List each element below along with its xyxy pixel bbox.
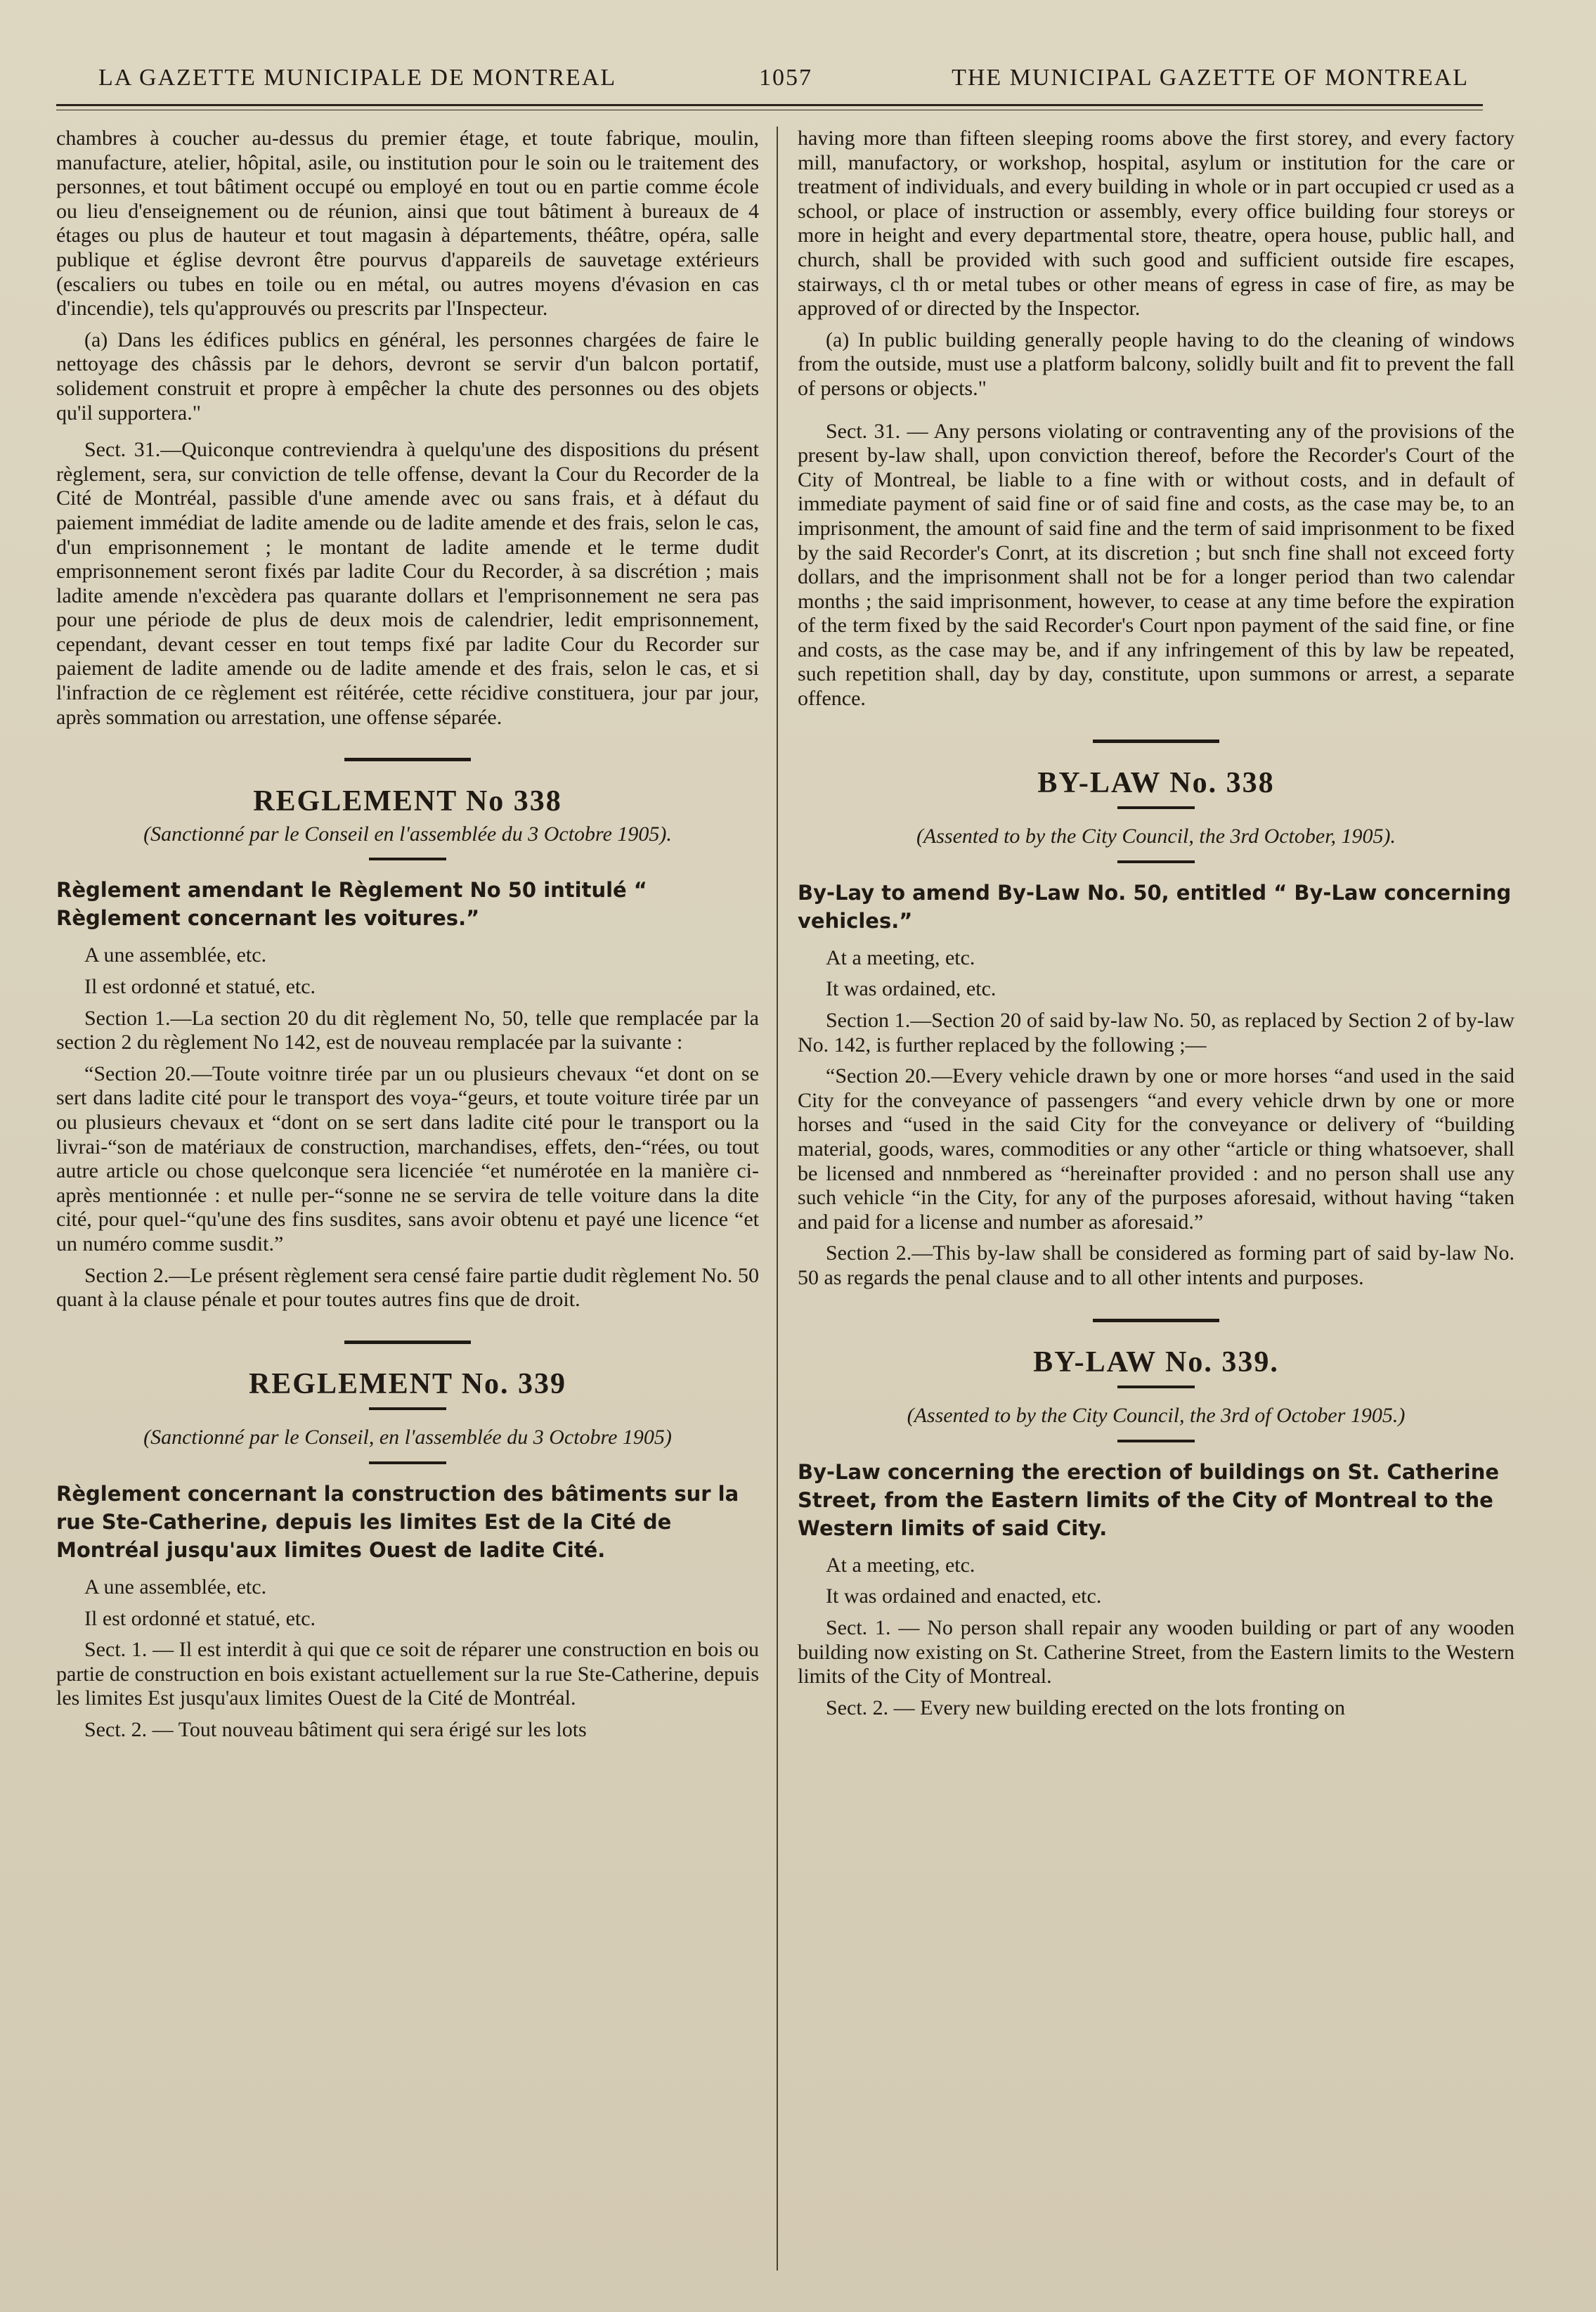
column-divider — [777, 127, 778, 2271]
section-separator — [344, 1341, 471, 1344]
bylaw-339-ordained: It was ordained and enacted, etc. — [826, 1584, 1102, 1608]
bylaw-338-section-2: Section 2.—This by-law shall be considered as forming part of said by-law No. 50 as regards the penal clause and to all other intents and purposes. — [798, 1241, 1514, 1289]
title-rule — [369, 1407, 446, 1410]
bylaw-339-heading: By-Law concerning the erection of buildings on St. Catherine Street, from the Eastern limits of the City of Montreal to the Western limits of said City. — [798, 1459, 1500, 1540]
reglement-338-section-20: “Section 20.—Toute voitnre tirée par un ou plusieurs chevaux “et dont on se sert dans ladite cité pour le transport des voya-“geurs, et toute voiture tirée par un ou plusieurs chevaux et “dont on se sert dans ladite cité pour le transport ou la livrai-“son de matériaux de construction, marchandises, effets, den-“rées, ou tout autre article ou chose quelconque sera licenciée “et numérotée en la manière ci-après mentionnée : et nulle per-“sonne ne se servira de telle voiture dans la dite cité, pour quel-“qu'une des fins susdites, sans avoir obtenu et payé une licence “et un numéro comme susdit.” — [56, 1061, 759, 1255]
header-french-title: LA GAZETTE MUNICIPALE DE MONTREAL — [98, 65, 617, 91]
section-separator — [344, 758, 471, 761]
reglement-338-heading: Règlement amendant le Règlement No 50 intitulé “ Règlement concernant les voitures.” — [56, 878, 647, 931]
french-intro-paragraph-a: (a) Dans les édifices publics en général, les personnes chargées de faire le nettoyage des châssis par le dehors, devront se servir d'un balcon portatif, solidement construit et propre à empêcher la chute des personnes ou des objets qu'il supportera." — [56, 328, 759, 425]
bylaw-338-meeting: At a meeting, etc. — [826, 945, 975, 969]
reglement-339-meeting: A une assemblée, etc. — [84, 1575, 267, 1599]
section-separator — [1093, 740, 1219, 743]
title-rule — [1117, 860, 1195, 863]
bylaw-338-ordained: It was ordained, etc. — [826, 977, 997, 1001]
title-rule — [1117, 806, 1195, 809]
title-rule — [369, 858, 446, 860]
reglement-338-meeting: A une assemblée, etc. — [84, 943, 267, 967]
reglement-339-heading: Règlement concernant la construction des bâtiments sur la rue Ste-Catherine, depuis les limites Est de la Cité de Montréal jusqu'aux limites Ouest de ladite Cité. — [56, 1481, 739, 1562]
title-rule — [369, 1461, 446, 1464]
bylaw-339-section-2: Sect. 2. — Every new building erected on the lots fronting on — [826, 1696, 1345, 1719]
reglement-338-ordained: Il est ordonné et statué, etc. — [84, 975, 316, 999]
french-column — [56, 127, 759, 1750]
french-section-31: Sect. 31.—Quiconque contreviendra à quelqu'une des dispositions du présent règlement, sera, sur conviction de telle offense, devant la Cour du Recorder de la Cité de Montréal, passible d'une amende avec ou sans frais, et à défaut du paiement immédiat de ladite amende ou de ladite amende et des frais, selon le cas, d'un emprisonnement ; le montant de ladite amende et le terme dudit emprisonnement seront fixés par ladite Cour du Recorder, à sa discrétion ; mais ladite amende n'excèdera pas quarante dollars et l'emprisonnement ne sera pas pour une période de plus de deux mois de calendrier, ledit emprisonnement, cependant, devant cesser en tout temps fixé par ladite Cour du Recorder sur paiement de ladite amende ou de ladite amende et des frais, selon le cas, et si l'infraction de ce règlement est réitérée, cette récidive constituera, jour par jour, après sommation ou arrestation, une offense séparée. — [56, 438, 759, 729]
reglement-339-title: REGLEMENT No. 339 — [248, 1367, 567, 1400]
title-rule — [1117, 1440, 1195, 1442]
reglement-338-title: REGLEMENT No 338 — [253, 785, 562, 818]
french-intro-paragraph: chambres à coucher au-dessus du premier étage, et toute fabrique, moulin, manufacture, atelier, hôpital, asile, ou institution pour le soin ou le traitement des personnes, et tout bâtiment occupé ou employé en tout ou en partie comme école ou lieu d'enseignement ou de réunion, ainsi que tout bâtiment à bureaux de 4 étages ou plus de hauteur et tout magasin à départements, théâtre, opéra, salle publique et église devront être pourvus d'appareils de sauvetage extérieurs (escaliers ou tubes en toile ou en métal, ou autres moyens d'évasion en cas d'incendie), tels qu'approuvés ou prescrits par l'Inspecteur. — [56, 127, 759, 321]
bylaw-339-assent: (Assented to by the City Council, the 3rd of October 1905.) — [907, 1404, 1406, 1428]
english-intro-paragraph-a: (a) In public building generally people having to do the cleaning of windows from the outside, must use a platform balcony, solidly built and fit to prevent the fall of persons or objects." — [798, 328, 1514, 400]
bylaw-338-title: BY-LAW No. 338 — [1037, 766, 1275, 799]
reglement-339-section-2: Sect. 2. — Tout nouveau bâtiment qui sera érigé sur les lots — [84, 1717, 587, 1741]
bylaw-338-assent: (Assented to by the City Council, the 3rd October, 1905). — [916, 825, 1396, 848]
bylaw-338-heading: By-Lay to amend By-Law No. 50, entitled “ By-Law concerning vehicles.” — [798, 880, 1512, 933]
page-number: 1057 — [759, 65, 812, 91]
reglement-339-ordained: Il est ordonné et statué, etc. — [84, 1606, 316, 1630]
bylaw-338-section-20: “Section 20.—Every vehicle drawn by one or more horses “and used in the said City for the conveyance of passengers “and every vehicle drwn by one or more horses and “used in the said City for the conveyance or delivery of “building material, goods, wares, commodities or any other “article or thing whatsoever, shall be licensed and nnmbered as “hereinafter provided : and no person shall use any such vehicle “in the City, for any of the purposes aforesaid, without having “taken and paid for a license and number as aforesaid.” — [798, 1064, 1514, 1234]
page-header — [56, 65, 1483, 107]
bylaw-339-meeting: At a meeting, etc. — [826, 1553, 975, 1577]
bylaw-339-section-1: Sect. 1. — No person shall repair any wooden building or part of any wooden building now existing on St. Catherine Street, from the Eastern limits to the Western limits of the City of Montreal. — [798, 1615, 1514, 1688]
english-intro-paragraph: having more than fifteen sleeping rooms above the first storey, and every factory mill, manufactory, or workshop, hospital, asylum or institution for the care or treatment of individuals, and every building in whole or in part occupied cr used as a school, or place of instruction or assembly, every office building four storeys or more in height and every departmental store, theatre, opera house, public hall, and church, shall be provided with such good and sufficient outside fire escapes, stairways, cl th or metal tubes or other means of egress in case of fire, as may be approved of or directed by the Inspector. — [798, 127, 1514, 321]
reglement-338-assent: (Sanctionné par le Conseil en l'assemblée du 3 Octobre 1905). — [143, 822, 672, 846]
english-column — [798, 127, 1514, 1727]
bylaw-338-section-1: Section 1.—Section 20 of said by-law No. 50, as replaced by Section 2 of by-law No. 142, is further replaced by the following ;— — [798, 1009, 1514, 1057]
header-rule — [56, 104, 1483, 106]
bylaw-339-title: BY-LAW No. 339. — [1033, 1345, 1279, 1378]
reglement-338-section-2: Section 2.—Le présent règlement sera censé faire partie dudit règlement No. 50 quant à la clause pénale et pour toutes autres fins que de droit. — [56, 1263, 759, 1312]
header-english-title: THE MUNICIPAL GAZETTE OF MONTREAL — [952, 65, 1469, 91]
english-section-31: Sect. 31. — Any persons violating or contraventing any of the provisions of the present by-law shall, upon conviction thereof, before the Recorder's Court of the City of Montreal, be liable to a fine with or without costs, and in default of immediate payment of said fine or of said fine and costs, as the case may be, to an imprisonment, the amount of said fine and the term of said imprisonment to be fixed by the said Recorder's Conrt, at its discretion ; but snch fine shall not exceed forty dollars, and the imprisonment shall not be for a longer period than two calendar months ; the said imprisonment, however, to cease at any time before the expiration of the term fixed by the said Recorder's Court npon payment of the said fine, or fine and costs, as the case may be, and if any infringement of this by law be repeated, such repetition shall, day by day, constitute, upon summons or arrest, a separate offence. — [798, 419, 1514, 711]
title-rule — [1117, 1386, 1195, 1388]
reglement-339-section-1: Sect. 1. — Il est interdit à qui que ce soit de réparer une construction en bois ou partie de construction en bois existant actuellement sur la rue Ste-Catherine, depuis les limites Est jusqu'aux limites Ouest de la Cité de Montréal. — [56, 1638, 759, 1710]
section-separator — [1093, 1319, 1219, 1322]
reglement-339-assent: (Sanctionné par le Conseil, en l'assemblée du 3 Octobre 1905) — [143, 1426, 672, 1449]
reglement-338-section-1: Section 1.—La section 20 du dit règlement No, 50, telle que remplacée par la section 2 du règlement No 142, est de nouveau remplacée par la suivante : — [56, 1006, 759, 1054]
